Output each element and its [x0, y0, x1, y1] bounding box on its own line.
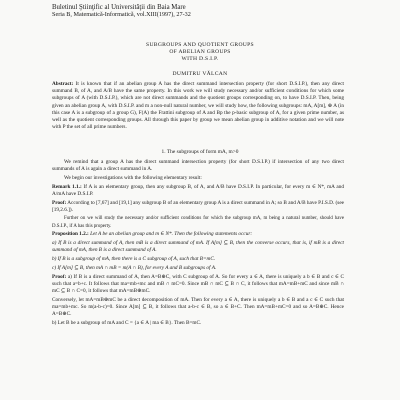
paragraph-definition: We remind that a group A has the direct summand intersection property (for short D.S.I.P.) if intersection of any two direct summands of A is again a direct summand in A. [52, 159, 344, 173]
proof-text: According to [7,67] and [19,1] any subgroup B of an elementary group A is a direct summand in A; so B and A/B have P.I.S.D. (see [19,2.6.]). [52, 199, 344, 213]
abstract-label: Abstract: [52, 81, 74, 87]
proposition-item-a: a) If B is a direct summand of A, then mB is a direct summand of mA. If A[m] ⊆ B, then the converse occurs, that is, if mB is a direct summand of mA, then B is a direct summand of A. [52, 240, 344, 254]
journal-series: Seria B, Matematică-Informatică, vol.XIII(1997), 27-32 [52, 11, 191, 19]
section-heading: 1. The subgroups of form mA, m>0 [161, 149, 239, 155]
title-line-2: OF ABELIAN GROUPS [169, 49, 231, 55]
journal-name: Buletinul Ştiinţific al Universităţii din Baia Mare [52, 4, 186, 11]
proposition-1-2 [52, 231, 344, 238]
remark-label: Remark 1.1.: [52, 183, 82, 190]
proposition-item-b: b) If B is a subgroup of mA, then there is a C subgroup of A, such that B=mC. [52, 256, 216, 263]
remark-1-1 [52, 184, 344, 198]
proof-remark [52, 200, 344, 214]
journal-header [52, 4, 191, 18]
paragraph-further: Further on we will study the necessary and/or sufficient conditions for which the subgroup mA, m being a natural number, should have D.S.I.P., if A has this property. [52, 216, 344, 229]
section-body [52, 159, 344, 328]
paragraph-item-b-proof: b) Let B be a subgroup of mA and C = {a ∈ A | ma ∈ B}. Then B=mC. [52, 319, 202, 326]
paragraph-intro: We begin our investigations with the following elementary result: [64, 174, 202, 181]
proof-proposition [52, 274, 344, 295]
proposition-text: Let A be an abelian group and m ∈ N*. Then the following statements occur: [90, 231, 253, 238]
author-name: DUMITRU VĂLCAN [172, 71, 228, 77]
proof-text: a) If B is a direct summand of A, then A=B⊕C, with C subgroup of A. So for every a ∈ A, there is uniquely a b ∈ B and c ∈ C such that a=b+c. It follows that ma=mb+mc and mB ∩ mC=0. Since mB ∩ mC ⊆ B ∩ C, it follows that mA=mB+mC and since mB ∩ mC ⊆ B ∩ C=0, it follows that mA=mB⊕mC. [52, 273, 345, 294]
abstract [52, 81, 344, 131]
paper-title [0, 42, 400, 63]
proof-label: Proof: [52, 273, 67, 280]
remark-text: If A is an elementary group, then any subgroup B, of A, and A/B have D.S.I.P. In particular, for every m ∈ N*, mA and A/mA have D.S.I.P. [52, 183, 345, 197]
paragraph-converse: Conversely, let mA=mB⊕mC be a direct decomposition of mA. Then for every a ∈ A, there is uniquely a b ∈ B and a c ∈ C such that ma=mb+mc. So m(a-b-c)=0. Since A[m] ⊆ B, it follows that a-b-c ∈ B, so a ∈ B+C. Then mA=mB+mC=0 and so A=B⊕C. Hence A=B⊕C. [52, 296, 344, 317]
abstract-text: It is known that if an abelian group A has the direct summand intersection property (for short D.S.I.P.), then any direct summand B, of A, and A/B have the same property. In this work we will study necessary and/or sufficient conditions for which some subgroups of A (with D.S.I.P.), which are not direct summands and the quotient groups corresponding on, to have D.S.I.P. Then, being given an abelian group A, with D.S.I.P. and m a non-null natural number, we will study how, the following subgroups: mA, A[m], ⊕ A (in this case A is a subgroup of a group G), F(A) the Frattini subgroup of A and Bp the p-basic subgroup of A, for a given prime number, as well as the quotient corresponding groups. All through this paper by group we mean abelian group in additive notation and we will note with P the set of all prime numbers. [52, 81, 345, 131]
proof-label: Proof: [52, 199, 67, 206]
proposition-label: Proposition 1.2.: [52, 231, 89, 238]
title-line-3: WITH D.S.I.P. [181, 56, 219, 62]
proposition-item-c: c) If A[m] ⊆ B, then mA ∩ mB = m(A ∩ B), for every A and B subgroups of A. [52, 264, 217, 271]
title-line-1: SUBGROUPS AND QUOTIENT GROUPS [146, 42, 254, 48]
